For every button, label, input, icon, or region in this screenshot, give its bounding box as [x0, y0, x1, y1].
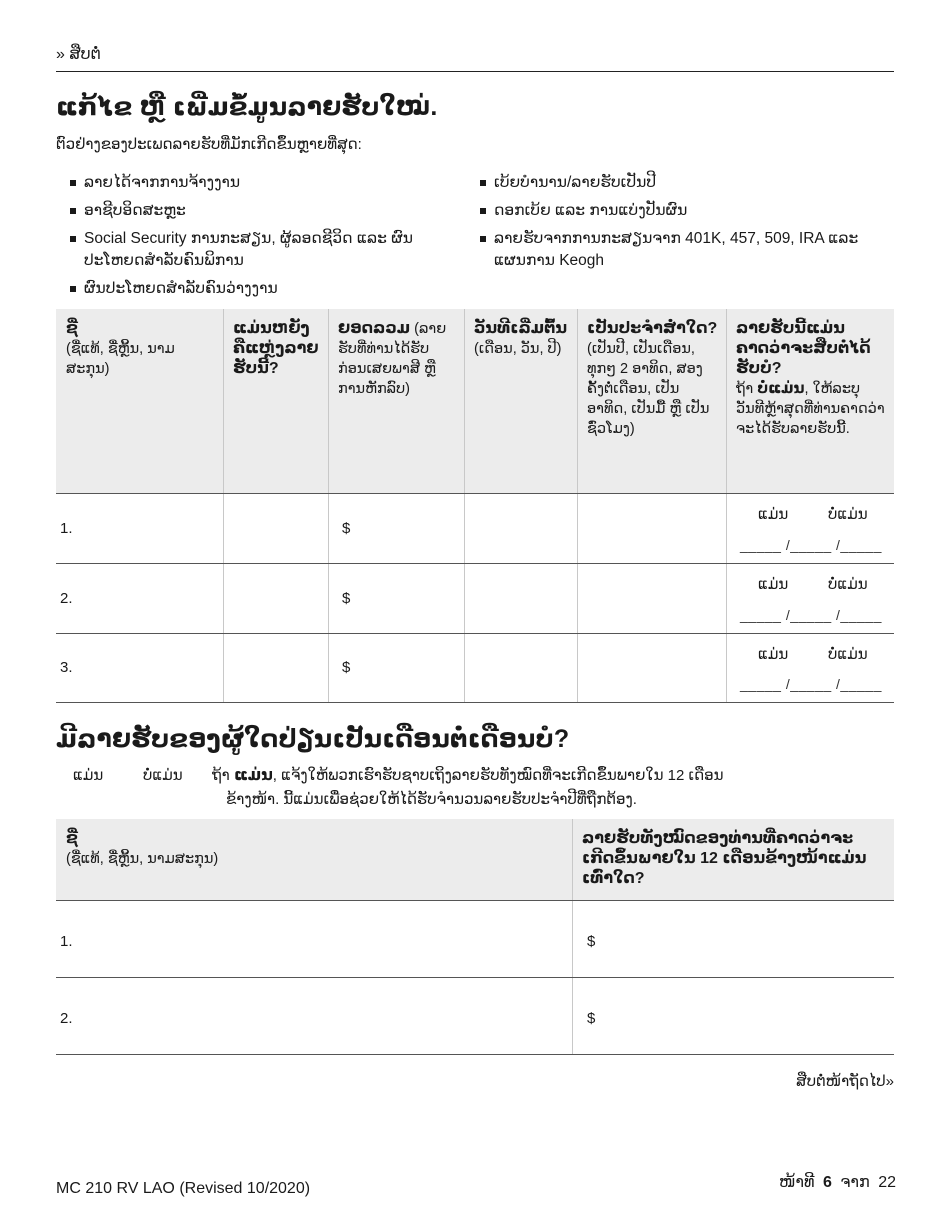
col-continue-header: ລາຍຮັບນີ້ແມ່ນຄາດວ່າຈະສືບຕໍ່ໄດ້ຮັບບໍ? ຖ້າ ບໍ່ແມ່ນ, ໃຫ້ລະບຸວັນທີຫຼ້າສຸດທີ່ທ່ານຄາດວ່າຈະໄດ້ຮັບລາຍຮັບນີ້.	[726, 309, 894, 493]
row-number: 1.	[60, 933, 73, 950]
yes-option[interactable]: ແມ່ນ	[758, 646, 789, 663]
income-types-right	[480, 172, 880, 278]
yes-option[interactable]: ແມ່ນ	[73, 767, 104, 784]
list-item: ຜົນປະໂຫຍດສຳລັບຄົນວ່າງງານ	[70, 278, 450, 300]
dollar-sign: $	[587, 933, 596, 950]
end-date-field[interactable]: _____ /_____ /_____	[740, 537, 882, 553]
list-item: ລາຍຮັບຈາກການກະສຽນຈາກ 401K, 457, 509, IRA ແລະ ແຜນການ Keogh	[480, 228, 880, 272]
list-item: Social Security ການກະສຽນ, ຜູ້ລອດຊີວິດ ແລະ ຜົນປະໂຫຍດສຳລັບຄົນພິການ	[70, 228, 450, 272]
section1-subtitle: ຕົວຢ່າງຂອງປະເພດລາຍຮັບທີ່ມັກເກີດຂຶ້ນຫຼາຍທີ່ສຸດ:	[56, 136, 362, 153]
end-date-field[interactable]: _____ /_____ /_____	[740, 676, 882, 692]
section2-instruction: ຖ້າ ແມ່ນ, ແຈ້ງໃຫ້ພວກເຮົາຮັບຊາບເຖິງລາຍຮັບທັງໝົດທີ່ຈະເກີດຂຶ້ນພາຍໃນ 12 ເດືອນ	[212, 767, 724, 784]
section1-title: ແກ້ໄຂ ຫຼື ເພີ່ມຂໍ້ມູນລາຍຮັບໃໝ່.	[56, 93, 438, 121]
row-number: 2.	[60, 590, 73, 607]
income-table	[56, 309, 894, 703]
page-number: ໜ້າທີ 6 ຈາກ 22	[778, 1174, 896, 1191]
row-number: 2.	[60, 1010, 73, 1027]
row-number: 1.	[60, 520, 73, 537]
no-option[interactable]: ບໍ່ແມ່ນ	[828, 506, 868, 523]
dollar-sign: $	[342, 520, 351, 537]
section2-instruction-cont: ຂ້າງໜ້າ. ນີ້ແມ່ນເພື່ອຊ່ວຍໃຫ້ໄດ້ຮັບຈຳນວນລາຍຮັບປະຈຳປີທີ່ຖືກຕ້ອງ.	[226, 791, 637, 808]
list-item: ເບ້ຍບຳນານ/ລາຍຮັບເປັນປີ	[480, 172, 880, 194]
header-divider	[56, 71, 894, 72]
no-option[interactable]: ບໍ່ແມ່ນ	[828, 646, 868, 663]
continued-label: » ສືບຕໍ່	[56, 46, 101, 63]
form-id: MC 210 RV LAO (Revised 10/2020)	[56, 1180, 311, 1197]
list-item: ດອກເບ້ຍ ແລະ ການແບ່ງປັນຜົນ	[480, 200, 880, 222]
next-page-label: ສືບຕໍ່ໜ້າຖັດໄປ»	[796, 1073, 894, 1090]
dollar-sign: $	[342, 590, 351, 607]
list-item: ອາຊີບອິດສະຫຼະ	[70, 200, 450, 222]
yes-option[interactable]: ແມ່ນ	[758, 576, 789, 593]
col-name-header: ຊື່ (ຊື່ແທ້, ຊື່ຫຼິ້ນ, ນາມສະກຸນ)	[56, 309, 223, 493]
col-frequency-header: ເປັນປະຈຳສ່ຳໃດ? (ເປັນປີ, ເປັນເດືອນ, ທຸກໆ 2 ອາທິດ, ສອງຄັ້ງຕໍ່ເດືອນ, ເປັນອາທິດ, ເປັນມື້ ຫຼື ເປັນຊົ່ວໂມງ)	[577, 309, 726, 493]
col-expected-total-header: ລາຍຮັບທັງໝົດຂອງທ່ານທີ່ຄາດວ່າຈະເກີດຂຶ້ນພາຍໃນ 12 ເດືອນຂ້າງໜ້າແມ່ນເທົ່າໃດ?	[572, 819, 894, 900]
dollar-sign: $	[587, 1010, 596, 1027]
monthly-income-table	[56, 819, 894, 1055]
col-source-header: ແມ່ນຫຍັງຄືແຫຼ່ງລາຍຮັບນີ້?	[223, 309, 328, 493]
list-item: ລາຍໄດ້ຈາກການຈ້າງງານ	[70, 172, 450, 194]
col-start-date-header: ວັນທີເລີ່ມຕົ້ນ (ເດືອນ, ວັນ, ປີ)	[464, 309, 577, 493]
income-types-left	[70, 172, 450, 306]
no-option[interactable]: ບໍ່ແມ່ນ	[828, 576, 868, 593]
section2-title: ມີລາຍຮັບຂອງຜູ້ໃດປ່ຽນເປັນເດືອນຕໍ່ເດືອນບໍ?	[56, 725, 570, 753]
col-total-header: ຍອດລວມ (ລາຍຮັບທີ່ທ່ານໄດ້ຮັບກ່ອນເສຍພາສີ ຫຼື ການຫັກລົບ)	[328, 309, 464, 493]
dollar-sign: $	[342, 659, 351, 676]
no-option[interactable]: ບໍ່ແມ່ນ	[143, 767, 183, 784]
yes-option[interactable]: ແມ່ນ	[758, 506, 789, 523]
end-date-field[interactable]: _____ /_____ /_____	[740, 607, 882, 623]
col-name-header: ຊື່ (ຊື່ແທ້, ຊື່ຫຼິ້ນ, ນາມສະກຸນ)	[56, 819, 572, 900]
row-number: 3.	[60, 659, 73, 676]
